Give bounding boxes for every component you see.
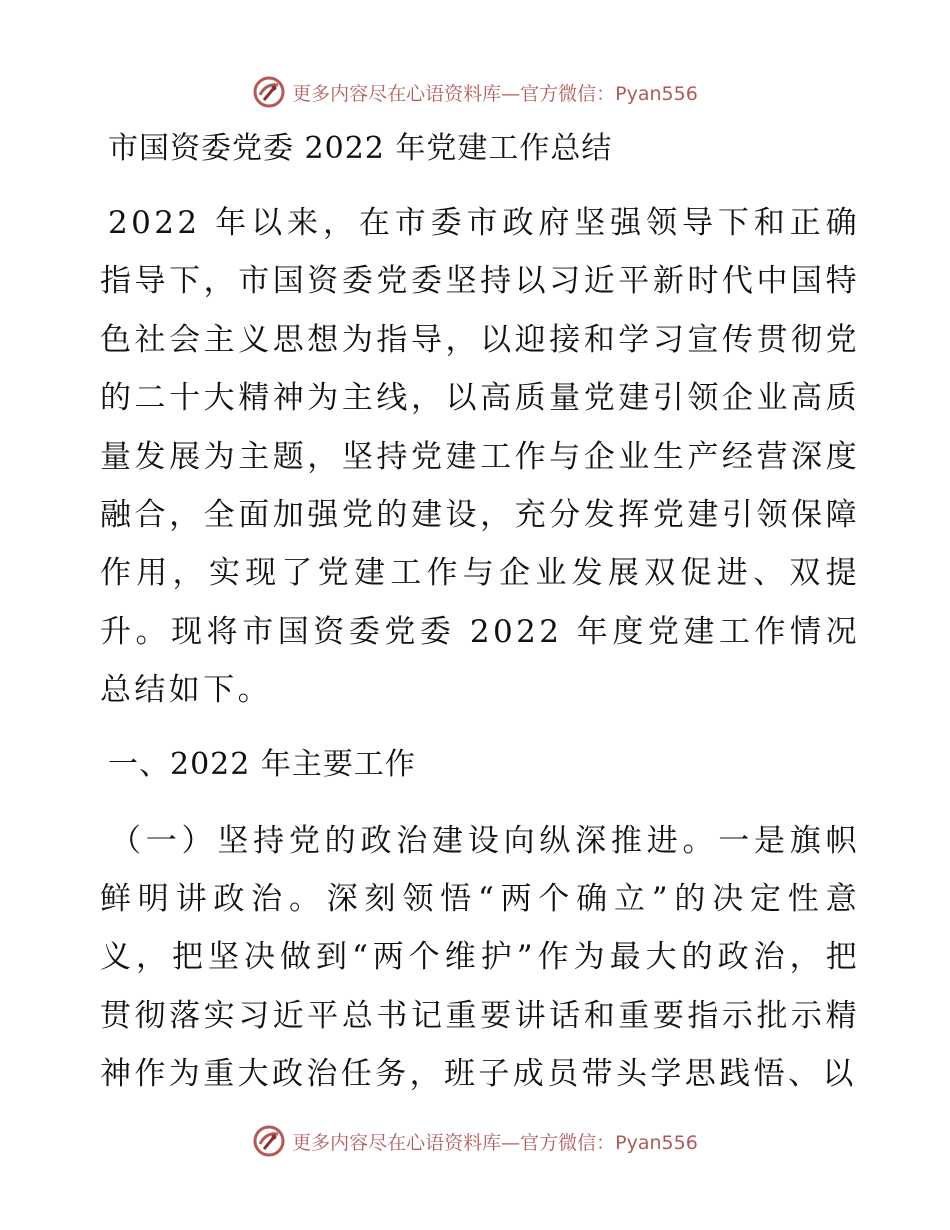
header-watermark	[0, 72, 950, 112]
section-heading: 一、2022 年主要工作	[108, 746, 416, 782]
watermark-text: 更多内容尽在心语资料库—官方微信：Pyan556	[292, 82, 698, 105]
document-body	[100, 120, 860, 1104]
watermark-logo-icon	[252, 1124, 286, 1158]
watermark-logo-icon	[252, 75, 286, 109]
watermark-text: 更多内容尽在心语资料库—官方微信：Pyan556	[292, 1131, 698, 1154]
section-paragraph: （一）坚持党的政治建设向纵深推进。一是旗帜鲜明讲政治。深刻领悟“两个确立”的决定性意义，把坚决做到“两个维护”作为最大的政治，把贯彻落实习近平总书记重要讲话和重要指示批示精神作为重大政治任务，班子成员带头学思践悟、以	[100, 822, 860, 1093]
document-title: 市国资委党委 2022 年党建工作总结	[108, 131, 613, 166]
intro-paragraph: 2022 年以来，在市委市政府坚强领导下和正确指导下，市国资委党委坚持以习近平新时代中国特色社会主义思想为指导，以迎接和学习宣传贯彻党的二十大精神为主线，以高质量党建引领企业高质量发展为主题，坚持党建工作与企业生产经营深度融合，全面加强党的建设，充分发挥党建引领保障作用，实现了党建工作与企业发展双促进、双提升。现将市国资委党委 2022 年度党建工作情况总结如下。	[100, 205, 860, 709]
footer-watermark	[0, 1121, 950, 1161]
